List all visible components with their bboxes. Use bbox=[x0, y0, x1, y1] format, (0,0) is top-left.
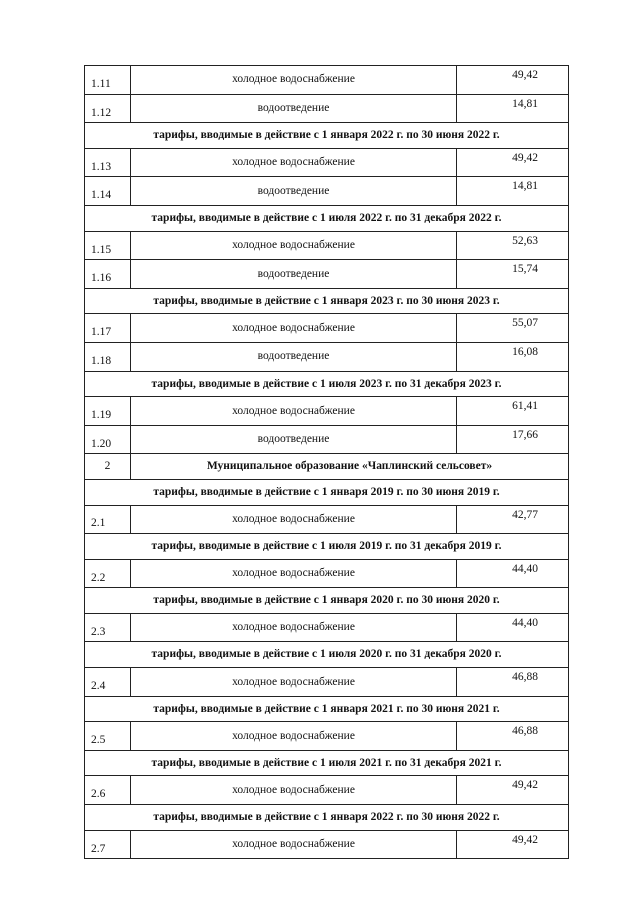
tariff-value: 49,42 bbox=[457, 66, 569, 95]
period-header: тарифы, вводимые в действие с 1 января 2019 г. по 30 июня 2019 г. bbox=[85, 479, 569, 505]
period-header: тарифы, вводимые в действие с 1 июля 2023 г. по 31 декабря 2023 г. bbox=[85, 371, 569, 397]
period-header-row bbox=[85, 642, 569, 668]
service-name: холодное водоснабжение bbox=[131, 231, 457, 260]
table-row bbox=[85, 425, 569, 454]
service-name: холодное водоснабжение bbox=[131, 314, 457, 343]
tariff-value: 46,88 bbox=[457, 668, 569, 697]
period-header-row bbox=[85, 205, 569, 231]
tariff-value: 44,40 bbox=[457, 559, 569, 588]
section-row bbox=[85, 454, 569, 480]
table-row bbox=[85, 342, 569, 371]
table-row bbox=[85, 668, 569, 697]
table-row bbox=[85, 559, 569, 588]
row-number: 1.12 bbox=[85, 94, 131, 123]
service-name: водоотведение bbox=[131, 342, 457, 371]
service-name: холодное водоснабжение bbox=[131, 830, 457, 859]
row-number: 1.17 bbox=[85, 314, 131, 343]
tariff-value: 44,40 bbox=[457, 613, 569, 642]
period-header-row bbox=[85, 479, 569, 505]
row-number: 2.2 bbox=[85, 559, 131, 588]
table-row bbox=[85, 722, 569, 751]
service-name: холодное водоснабжение bbox=[131, 668, 457, 697]
service-name: холодное водоснабжение bbox=[131, 66, 457, 95]
tariff-value: 15,74 bbox=[457, 260, 569, 289]
tariff-table-body bbox=[85, 66, 569, 859]
row-number: 2.6 bbox=[85, 776, 131, 805]
table-row bbox=[85, 505, 569, 534]
tariff-value: 49,42 bbox=[457, 148, 569, 177]
service-name: водоотведение bbox=[131, 260, 457, 289]
tariff-value: 46,88 bbox=[457, 722, 569, 751]
row-number: 2.3 bbox=[85, 613, 131, 642]
table-row bbox=[85, 94, 569, 123]
tariff-value: 61,41 bbox=[457, 397, 569, 426]
period-header-row bbox=[85, 750, 569, 776]
document-page bbox=[84, 65, 568, 859]
tariff-value: 42,77 bbox=[457, 505, 569, 534]
section-number: 2 bbox=[85, 454, 131, 480]
row-number: 1.20 bbox=[85, 425, 131, 454]
row-number: 2.7 bbox=[85, 830, 131, 859]
table-row bbox=[85, 231, 569, 260]
service-name: холодное водоснабжение bbox=[131, 559, 457, 588]
row-number: 1.11 bbox=[85, 66, 131, 95]
tariff-value: 52,63 bbox=[457, 231, 569, 260]
row-number: 2.4 bbox=[85, 668, 131, 697]
period-header-row bbox=[85, 805, 569, 831]
period-header: тарифы, вводимые в действие с 1 января 2022 г. по 30 июня 2022 г. bbox=[85, 805, 569, 831]
tariff-value: 55,07 bbox=[457, 314, 569, 343]
row-number: 1.16 bbox=[85, 260, 131, 289]
service-name: холодное водоснабжение bbox=[131, 397, 457, 426]
period-header: тарифы, вводимые в действие с 1 января 2021 г. по 30 июня 2021 г. bbox=[85, 696, 569, 722]
period-header: тарифы, вводимые в действие с 1 июля 2020 г. по 31 декабря 2020 г. bbox=[85, 642, 569, 668]
table-row bbox=[85, 177, 569, 206]
row-number: 2.5 bbox=[85, 722, 131, 751]
table-row bbox=[85, 776, 569, 805]
table-row bbox=[85, 397, 569, 426]
service-name: водоотведение bbox=[131, 177, 457, 206]
row-number: 2.1 bbox=[85, 505, 131, 534]
period-header-row bbox=[85, 371, 569, 397]
period-header: тарифы, вводимые в действие с 1 июля 2022 г. по 31 декабря 2022 г. bbox=[85, 205, 569, 231]
service-name: холодное водоснабжение bbox=[131, 505, 457, 534]
period-header-row bbox=[85, 588, 569, 614]
period-header: тарифы, вводимые в действие с 1 июля 2021 г. по 31 декабря 2021 г. bbox=[85, 750, 569, 776]
period-header-row bbox=[85, 288, 569, 314]
tariff-value: 14,81 bbox=[457, 177, 569, 206]
row-number: 1.15 bbox=[85, 231, 131, 260]
period-header-row bbox=[85, 534, 569, 560]
period-header-row bbox=[85, 696, 569, 722]
tariff-value: 49,42 bbox=[457, 830, 569, 859]
table-row bbox=[85, 66, 569, 95]
tariff-value: 14,81 bbox=[457, 94, 569, 123]
tariff-value: 16,08 bbox=[457, 342, 569, 371]
row-number: 1.18 bbox=[85, 342, 131, 371]
service-name: водоотведение bbox=[131, 94, 457, 123]
table-row bbox=[85, 314, 569, 343]
service-name: холодное водоснабжение bbox=[131, 776, 457, 805]
tariff-table bbox=[84, 65, 569, 859]
row-number: 1.19 bbox=[85, 397, 131, 426]
period-header: тарифы, вводимые в действие с 1 января 2020 г. по 30 июня 2020 г. bbox=[85, 588, 569, 614]
table-row bbox=[85, 613, 569, 642]
section-title: Муниципальное образование «Чаплинский сельсовет» bbox=[131, 454, 569, 480]
service-name: холодное водоснабжение bbox=[131, 722, 457, 751]
tariff-value: 17,66 bbox=[457, 425, 569, 454]
row-number: 1.13 bbox=[85, 148, 131, 177]
period-header: тарифы, вводимые в действие с 1 июля 2019 г. по 31 декабря 2019 г. bbox=[85, 534, 569, 560]
tariff-value: 49,42 bbox=[457, 776, 569, 805]
row-number: 1.14 bbox=[85, 177, 131, 206]
period-header: тарифы, вводимые в действие с 1 января 2022 г. по 30 июня 2022 г. bbox=[85, 123, 569, 149]
table-row bbox=[85, 148, 569, 177]
service-name: холодное водоснабжение bbox=[131, 148, 457, 177]
table-row bbox=[85, 260, 569, 289]
period-header-row bbox=[85, 123, 569, 149]
table-row bbox=[85, 830, 569, 859]
service-name: водоотведение bbox=[131, 425, 457, 454]
service-name: холодное водоснабжение bbox=[131, 613, 457, 642]
period-header: тарифы, вводимые в действие с 1 января 2023 г. по 30 июня 2023 г. bbox=[85, 288, 569, 314]
